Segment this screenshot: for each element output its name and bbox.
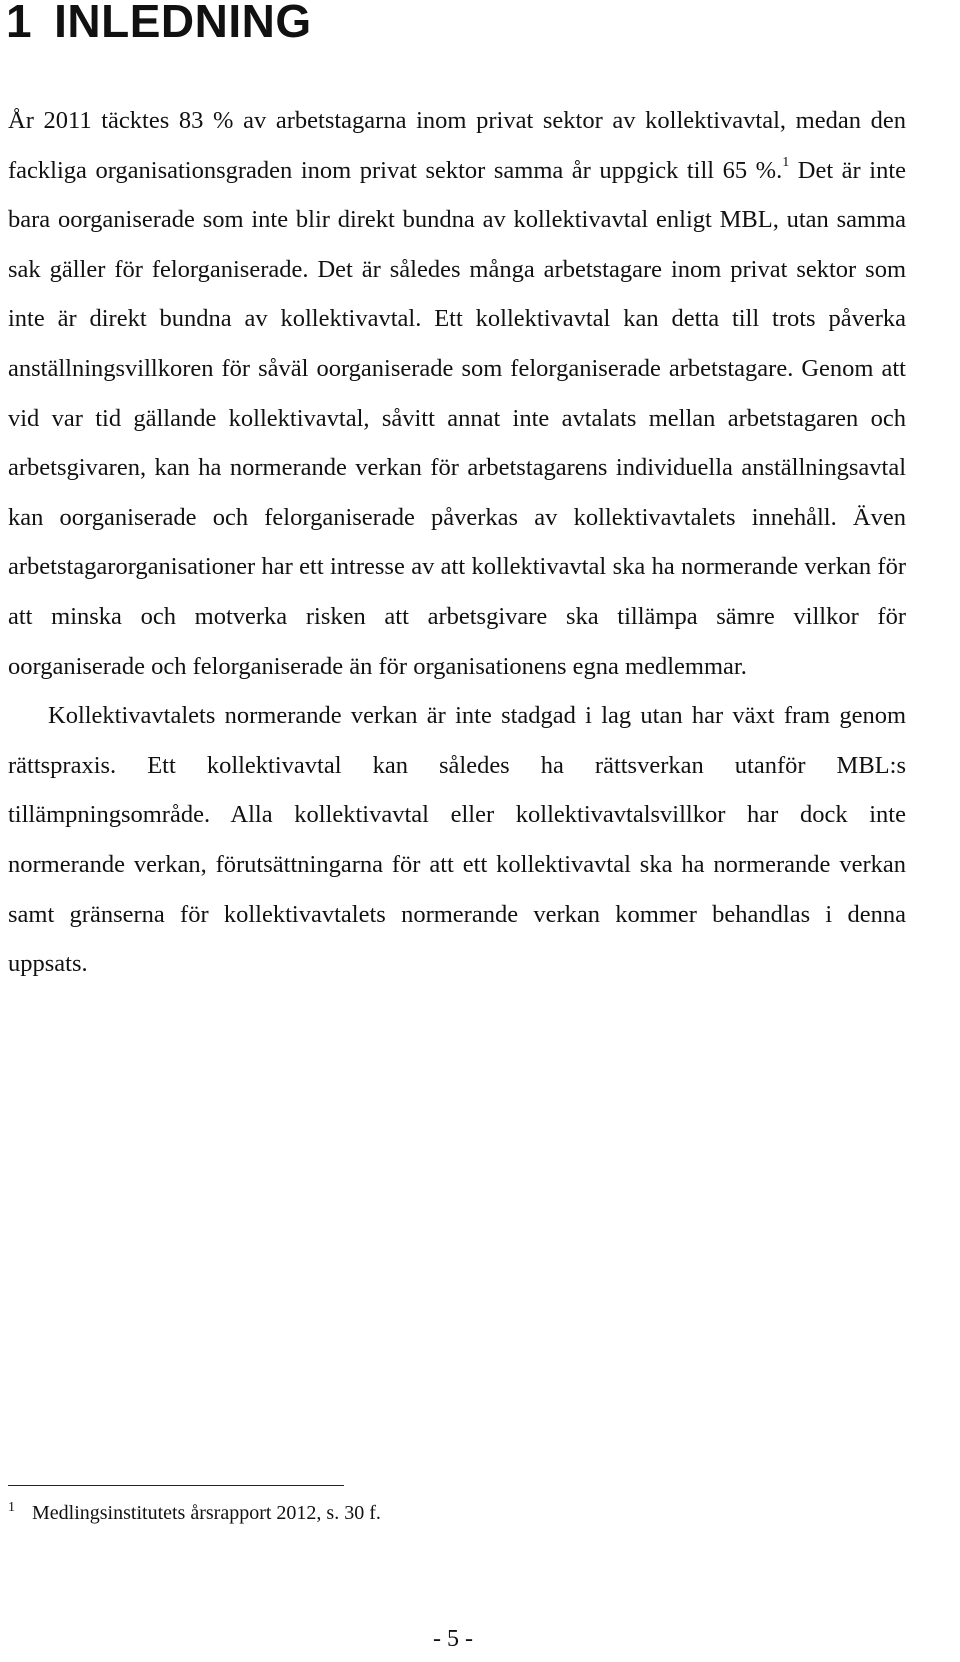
footnote-text: Medlingsinstitutets årsrapport 2012, s. 30 f.	[32, 1502, 381, 1524]
paragraph-1-part-1: År 2011 täcktes 83 % av arbetstagarna inom privat sektor av kollektivavtal, medan den fackliga organisationsgraden inom privat sektor samma år uppgick till 65 %.	[8, 107, 906, 184]
paragraph-1-part-2: Det är inte bara oorganiserade som inte blir direkt bundna av kollektivavtal enligt MBL, utan samma sak gäller för felorganiserade. Det är således många arbetstagare inom privat sektor som inte är direkt bundna av kollektivavtal. Ett kollektivavtal kan detta till trots påverka anställningsvillkoren för såväl oorganiserade som felorganiserade arbetstagare. Genom att vid var tid gällande kollektivavtal, såvitt annat inte avtalats mellan arbetstagaren och arbetsgivaren, kan ha normerande verkan för arbetstagarens individuella anställningsavtal kan oorganiserade och felorganiserade påverkas av kollektivavtalets innehåll. Även arbetstagarorganisationer har ett intresse av att kollektivavtal ska ha normerande verkan för att minska och motverka risken att arbetsgivare ska tillämpa sämre villkor för oorganiserade och felorganiserade än för organisationens egna medlemmar.	[8, 156, 906, 680]
page-number: - 5 -	[433, 1626, 473, 1652]
body-text	[8, 96, 906, 989]
footnote	[8, 1495, 381, 1526]
chapter-heading	[6, 0, 312, 49]
paragraph-2: Kollektivavtalets normerande verkan är inte stadgad i lag utan har växt fram genom rättspraxis. Ett kollektivavtal kan således ha rättsverkan utanför MBL:s tillämpningsområde. Alla kollektivavtal eller kollektivavtalsvillkor har dock inte normerande verkan, förutsättningarna för att ett kollektivavtal ska ha normerande verkan samt gränserna för kollektivavtalets normerande verkan kommer behandlas i denna uppsats.	[8, 702, 906, 978]
footnote-reference[interactable]: 1	[782, 154, 790, 170]
footnote-mark: 1	[8, 1500, 15, 1515]
footnote-separator	[8, 1485, 344, 1486]
paragraph-1	[8, 96, 906, 691]
chapter-title: INLEDNING	[54, 0, 312, 47]
chapter-number: 1	[6, 0, 33, 47]
